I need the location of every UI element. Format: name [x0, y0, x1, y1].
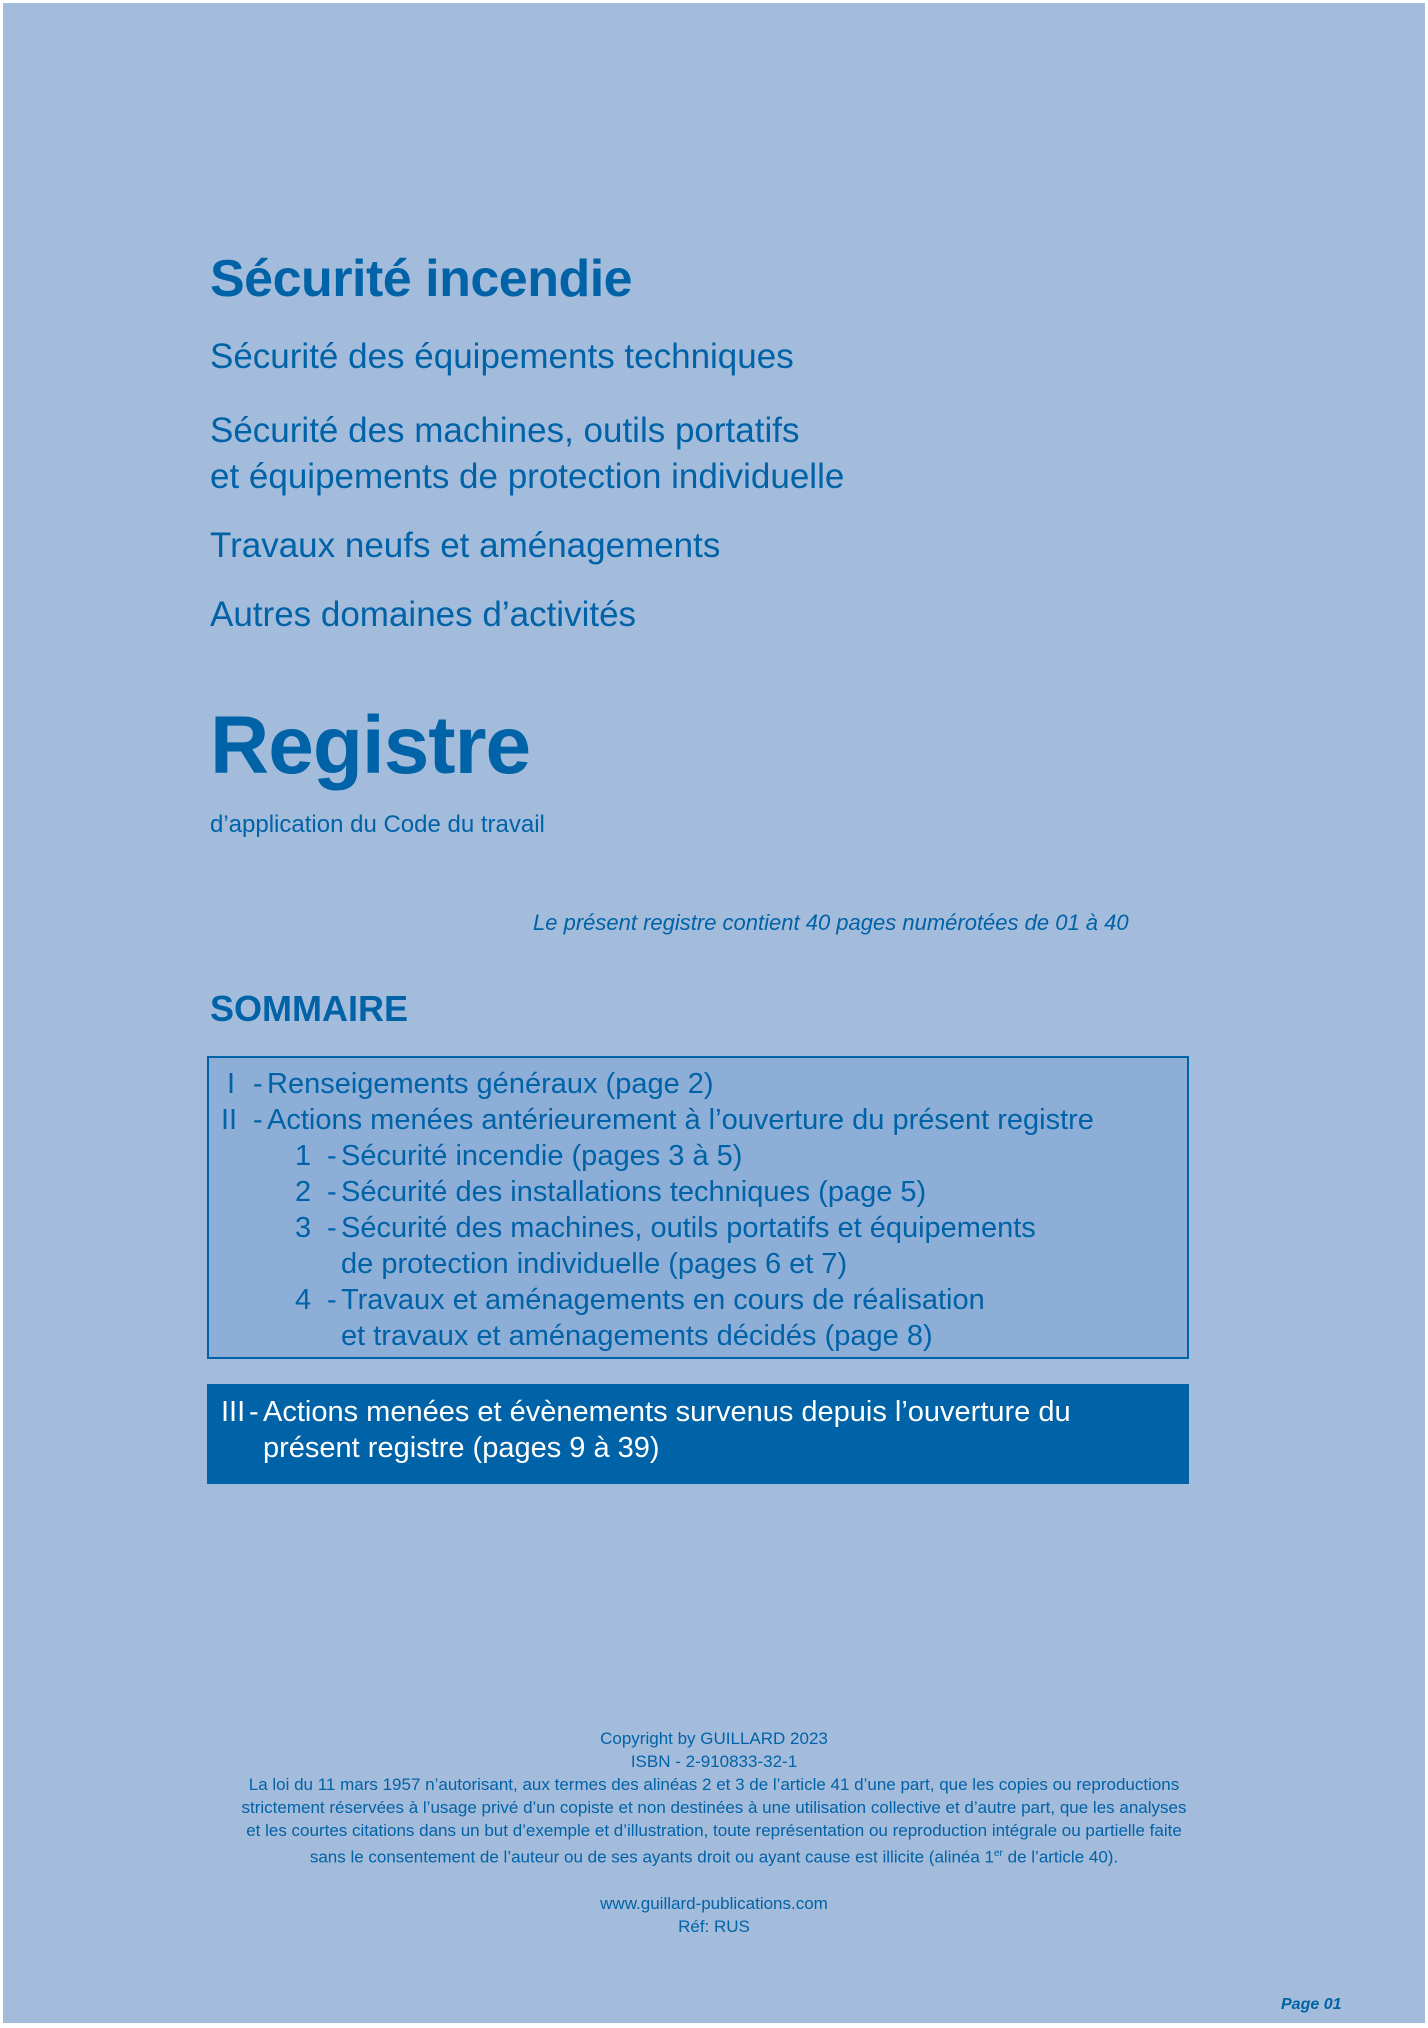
sommaire-subitem-continuation: de protection individuelle (pages 6 et 7) [341, 1248, 848, 1280]
footer-copyright-block [3, 1727, 1425, 1869]
legal-superscript: er [994, 1848, 1003, 1859]
item-number: 4 [295, 1284, 312, 1316]
register-title: Registre [210, 700, 531, 791]
sommaire-item-iii-box [207, 1384, 1189, 1484]
sommaire-subitem-continuation: et travaux et aménagements décidés (page 8) [341, 1320, 933, 1352]
item-separator: - [249, 1396, 259, 1428]
item-text: Renseigements généraux (page 2) [267, 1068, 714, 1100]
legal-notice-line [3, 1842, 1425, 1869]
website-link[interactable]: www.guillard-publications.com [600, 1894, 828, 1913]
item-number: I [227, 1068, 236, 1100]
copyright: Copyright by GUILLARD 2023 [600, 1729, 828, 1748]
item-separator: - [327, 1176, 337, 1208]
item-separator: - [327, 1284, 337, 1316]
sommaire-box [207, 1056, 1189, 1359]
isbn: ISBN - 2-910833-32-1 [630, 1752, 798, 1771]
item-number: 3 [295, 1212, 312, 1244]
document-page [3, 3, 1425, 2023]
item-text: Sécurité incendie (pages 3 à 5) [341, 1140, 743, 1172]
legal-text: de l’article 40). [1002, 1847, 1119, 1867]
item-separator: - [327, 1212, 337, 1244]
footer-web-block [3, 1892, 1425, 1938]
page-number: Page 01 [1281, 1996, 1342, 2013]
item-number: 2 [295, 1176, 312, 1208]
item-separator: - [253, 1068, 263, 1100]
main-title: Sécurité incendie [210, 250, 633, 308]
legal-notice-line: strictement réservées à l’usage privé d’un copiste et non destinées à une utilisation collective et d’autre part, que les analyses [241, 1798, 1187, 1817]
page-count-note: Le présent registre contient 40 pages numérotées de 01 à 40 [533, 910, 1129, 935]
item-separator: - [327, 1140, 337, 1172]
subtitle-travaux: Travaux neufs et aménagements [210, 526, 721, 565]
sommaire-heading: SOMMAIRE [210, 988, 408, 1029]
subtitle-machines-line2: et équipements de protection individuelle [210, 457, 845, 496]
subtitle-machines-line1: Sécurité des machines, outils portatifs [210, 411, 800, 450]
item-text: Sécurité des installations techniques (page 5) [341, 1176, 927, 1208]
item-number: II [221, 1104, 238, 1136]
item-text: Sécurité des machines, outils portatifs et équipements [341, 1212, 1036, 1244]
reference: Réf: RUS [678, 1917, 750, 1936]
item-text: Actions menées et évènements survenus depuis l’ouverture du [263, 1396, 1071, 1428]
item-separator: - [253, 1104, 263, 1136]
item-number: III [221, 1396, 246, 1428]
sommaire-item-iii-continuation: présent registre (pages 9 à 39) [263, 1432, 660, 1464]
legal-notice-line: et les courtes citations dans un but d’exemple et d’illustration, toute représentation ou reproduction intégrale ou partielle faite [246, 1821, 1182, 1840]
subtitle-equipements: Sécurité des équipements techniques [210, 337, 794, 376]
subtitle-autres: Autres domaines d’activités [210, 595, 637, 634]
legal-notice-line: La loi du 11 mars 1957 n’autorisant, aux termes des alinéas 2 et 3 de l’article 41 d’une part, que les copies ou reproductions [248, 1775, 1180, 1794]
item-text: Actions menées antérieurement à l’ouverture du présent registre [267, 1104, 1094, 1136]
legal-text: sans le consentement de l’auteur ou de ses ayants droit ou ayant cause est illicite (alinéa 1 [309, 1847, 994, 1867]
item-text: Travaux et aménagements en cours de réalisation [341, 1284, 985, 1316]
register-subtitle: d’application du Code du travail [210, 811, 545, 838]
item-number: 1 [295, 1140, 312, 1172]
